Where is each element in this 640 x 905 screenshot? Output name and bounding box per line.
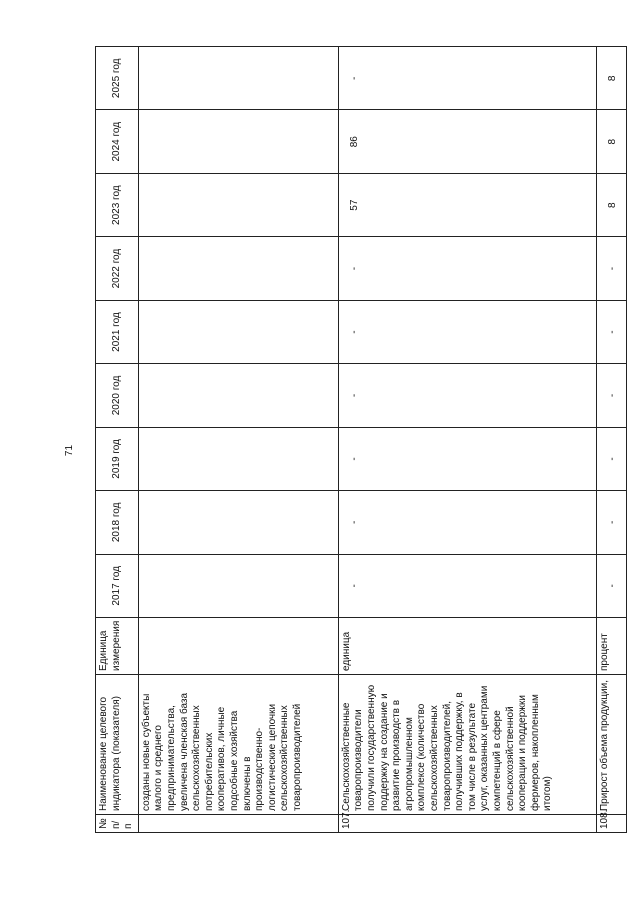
row-value: - (596, 300, 626, 363)
row-no (138, 815, 338, 833)
table-row (138, 47, 338, 833)
header-year: 2023 год (96, 173, 139, 236)
rotated-page-content (95, 47, 618, 833)
header-year: 2017 год (96, 554, 139, 617)
row-value: - (338, 47, 596, 110)
row-unit: единица (338, 618, 596, 675)
header-name: Наименование целевого индикатора (показателя) (96, 675, 139, 815)
row-unit (138, 618, 338, 675)
row-value: - (338, 237, 596, 300)
row-no: 107. (338, 815, 596, 833)
row-value (138, 427, 338, 490)
row-name: Сельскохозяйственные товаропроизводители получили государственную поддержку на создание и развитие производств в агропромышленном комплексе (количество сельскохозяйственных товаропроизводителей, получивших поддержку, в том числе в результате услуг, оказанных центрами компетенций в сфере сельскохозяйственной кооперации и поддержки фермеров, накопленным итогом) (338, 675, 596, 815)
row-value (138, 491, 338, 554)
indicators-table (95, 46, 627, 833)
row-value: - (338, 491, 596, 554)
row-value: - (338, 427, 596, 490)
row-value: - (338, 554, 596, 617)
header-year: 2019 год (96, 427, 139, 490)
row-value: - (596, 554, 626, 617)
row-value: - (596, 491, 626, 554)
row-name: созданы новые субъекты малого и среднего предпринимательства, увеличена членская база сельскохозяйственных потребительских кооперативов, личные подсобные хозяйства включены в производственно-логистические цепочки сельскохозяйственных товаропроизводителей (138, 675, 338, 815)
row-value: 8 (596, 47, 626, 110)
header-no: № п/п (96, 815, 139, 833)
row-value: - (596, 427, 626, 490)
header-year: 2024 год (96, 110, 139, 173)
row-name: Прирост объема продукции, (596, 675, 626, 815)
table-row (596, 47, 626, 833)
row-value (138, 554, 338, 617)
header-year: 2025 год (96, 47, 139, 110)
row-value (138, 47, 338, 110)
row-value: - (338, 364, 596, 427)
row-value (138, 110, 338, 173)
table-header-row (96, 47, 139, 833)
row-no: 108. (596, 815, 626, 833)
row-value: 8 (596, 110, 626, 173)
row-value (138, 173, 338, 236)
row-value: 86 (338, 110, 596, 173)
header-unit: Единица измерения (96, 618, 139, 675)
header-year: 2022 год (96, 237, 139, 300)
row-value (138, 364, 338, 427)
row-value: - (596, 237, 626, 300)
page-number: 71 (64, 444, 76, 457)
header-year: 2018 год (96, 491, 139, 554)
header-year: 2020 год (96, 364, 139, 427)
row-value: 57 (338, 173, 596, 236)
row-value: - (338, 300, 596, 363)
row-value: - (596, 364, 626, 427)
row-value (138, 300, 338, 363)
row-value (138, 237, 338, 300)
row-unit: процент (596, 618, 626, 675)
header-year: 2021 год (96, 300, 139, 363)
table-row (338, 47, 596, 833)
row-value: 8 (596, 173, 626, 236)
